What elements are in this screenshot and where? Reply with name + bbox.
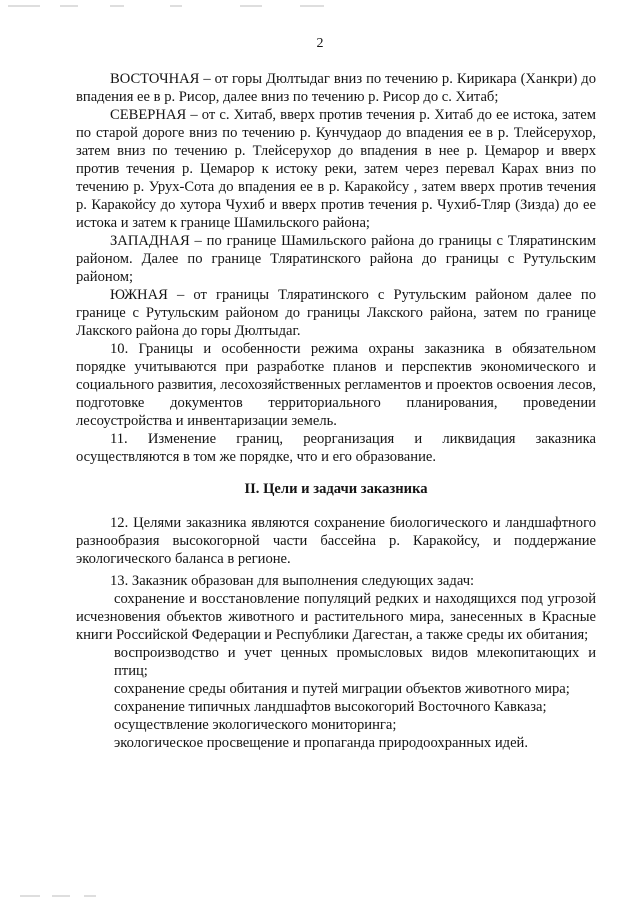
task-item: сохранение типичных ландшафтов высокогорий Восточного Кавказа; [114,699,547,715]
page-number: 2 [316,36,324,51]
task-item: экологическое просвещение и пропаганда природоохранных идей. [114,735,529,751]
item-11: 11. Изменение границ, реорганизация и ликвидация заказника осуществляются в том же порядке, что и его образование. [76,431,596,465]
document-body [76,70,596,752]
boundary-west: ЗАПАДНАЯ – по границе Шамильского района до границы с Тляратинским районом. Далее по границе Тляратинского района до границы с Рутульским районом; [76,233,596,285]
task-item: сохранение среды обитания и путей миграции объектов животного мира; [114,681,570,697]
section-title: II. Цели и задачи заказника [244,481,428,497]
boundary-south: ЮЖНАЯ – от границы Тляратинского с Рутульским районом далее по границе с Рутульским районом до границы Лакского района, затем по границе Лакского района до горы Дюлтыдаг. [76,287,596,339]
item-10: 10. Границы и особенности режима охраны заказника в обязательном порядке учитываются при разработке планов и перспектив экономического и социального развития, лесохозяйственных регламентов и проектов освоения лесов, подготовке документов территориального планирования, проведении лесоустройства и инвентаризации земель. [76,341,596,429]
item-12: 12. Целями заказника являются сохранение биологического и ландшафтного разнообразия высокогорной части бассейна р. Каракойсу, и поддержание экологического баланса в регионе. [76,515,596,567]
boundary-east: ВОСТОЧНАЯ – от горы Дюлтыдаг вниз по течению р. Кирикара (Ханкри) до впадения ее в р. Рисор, далее вниз по течению р. Рисор до с. Хитаб; [76,71,596,105]
task-item: сохранение и восстановление популяций редких и находящихся под угрозой исчезновения объектов животного и растительного мира, занесенных в Красные книги Российской Федерации и Республики Дагестан, а также среды их обитания; [76,591,596,643]
boundary-north: СЕВЕРНАЯ – от с. Хитаб, вверх против течения р. Хитаб до ее истока, затем по старой дороге вниз по течению р. Кунчудаор до впадения ее в р. Тлейсерухор, затем вниз по течению р. Тлейсерухор до впадения в нее р. Цемарор и вверх против течения р. Цемарор к истоку реки, затем через перевал Карах вниз по течению р. Урух-Сота до впадения ее в р. Каракойсу , затем вверх против течения р. Каракойсу до хутора Чухиб и вверх против течения р. Чухиб-Тляр (Зизда) до ее истока и затем к границе Шамильского района; [76,107,596,231]
item-13: 13. Заказник образован для выполнения следующих задач: [110,573,475,589]
task-item: воспроизводство и учет ценных промысловых видов млекопитающих и птиц; [114,645,596,679]
task-item: осуществление экологического мониторинга; [114,717,397,733]
